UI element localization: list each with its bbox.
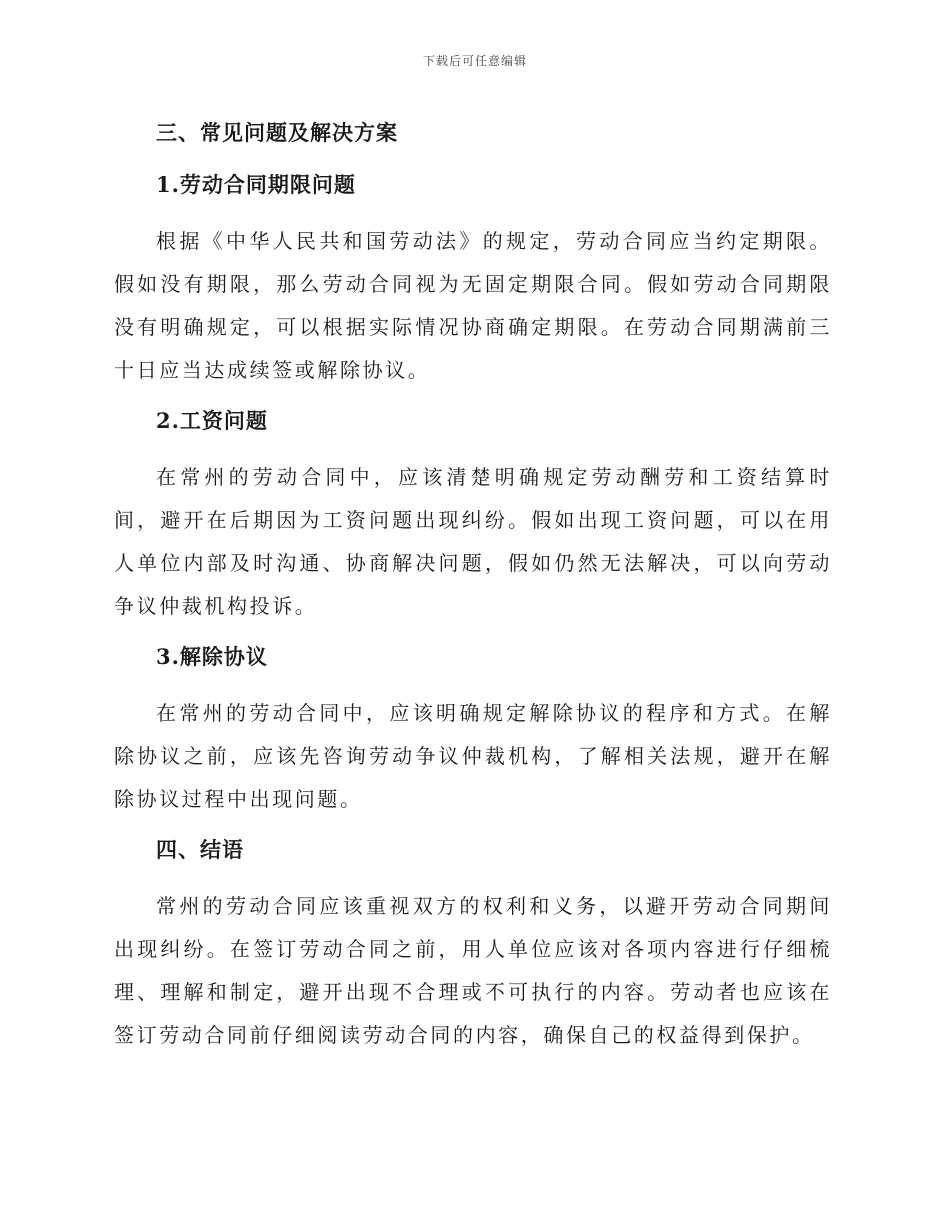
- paragraph-termination: 在常州的劳动合同中，应该明确规定解除协议的程序和方式。在解除协议之前，应该先咨询劳动争议仲裁机构，了解相关法规，避开在解除协议过程中出现问题。: [114, 701, 832, 811]
- subsection-heading-termination: 3.解除协议: [156, 644, 268, 669]
- paragraph-contract-term: 根据《中华人民共和国劳动法》的规定，劳动合同应当约定期限。假如没有期限，那么劳动合同视为无固定期限合同。假如劳动合同期限没有明确规定，可以根据实际情况协商确定期限。在劳动合同期满前三十日应当达成续签或解除协议。: [114, 229, 832, 382]
- page-header-note: 下载后可任意编辑: [422, 54, 527, 68]
- document-body: [114, 110, 832, 1071]
- subsection-heading-contract-term: 1.劳动合同期限问题: [156, 172, 356, 197]
- section-heading-conclusion: 四、结语: [156, 837, 244, 862]
- paragraph-conclusion: 常州的劳动合同应该重视双方的权利和义务，以避开劳动合同期间出现纠纷。在签订劳动合同之前，用人单位应该对各项内容进行仔细梳理、理解和制定，避开出现不合理或不可执行的内容。劳动者也应该在签订劳动合同前仔细阅读劳动合同的内容，确保自己的权益得到保护。: [114, 894, 832, 1047]
- paragraph-wages: 在常州的劳动合同中，应该清楚明确规定劳动酬劳和工资结算时间，避开在后期因为工资问题出现纠纷。假如出现工资问题，可以在用人单位内部及时沟通、协商解决问题，假如仍然无法解决，可以向劳动争议仲裁机构投诉。: [114, 465, 832, 618]
- subsection-heading-wages: 2.工资问题: [156, 408, 268, 433]
- section-heading-common-issues: 三、常见问题及解决方案: [156, 120, 398, 145]
